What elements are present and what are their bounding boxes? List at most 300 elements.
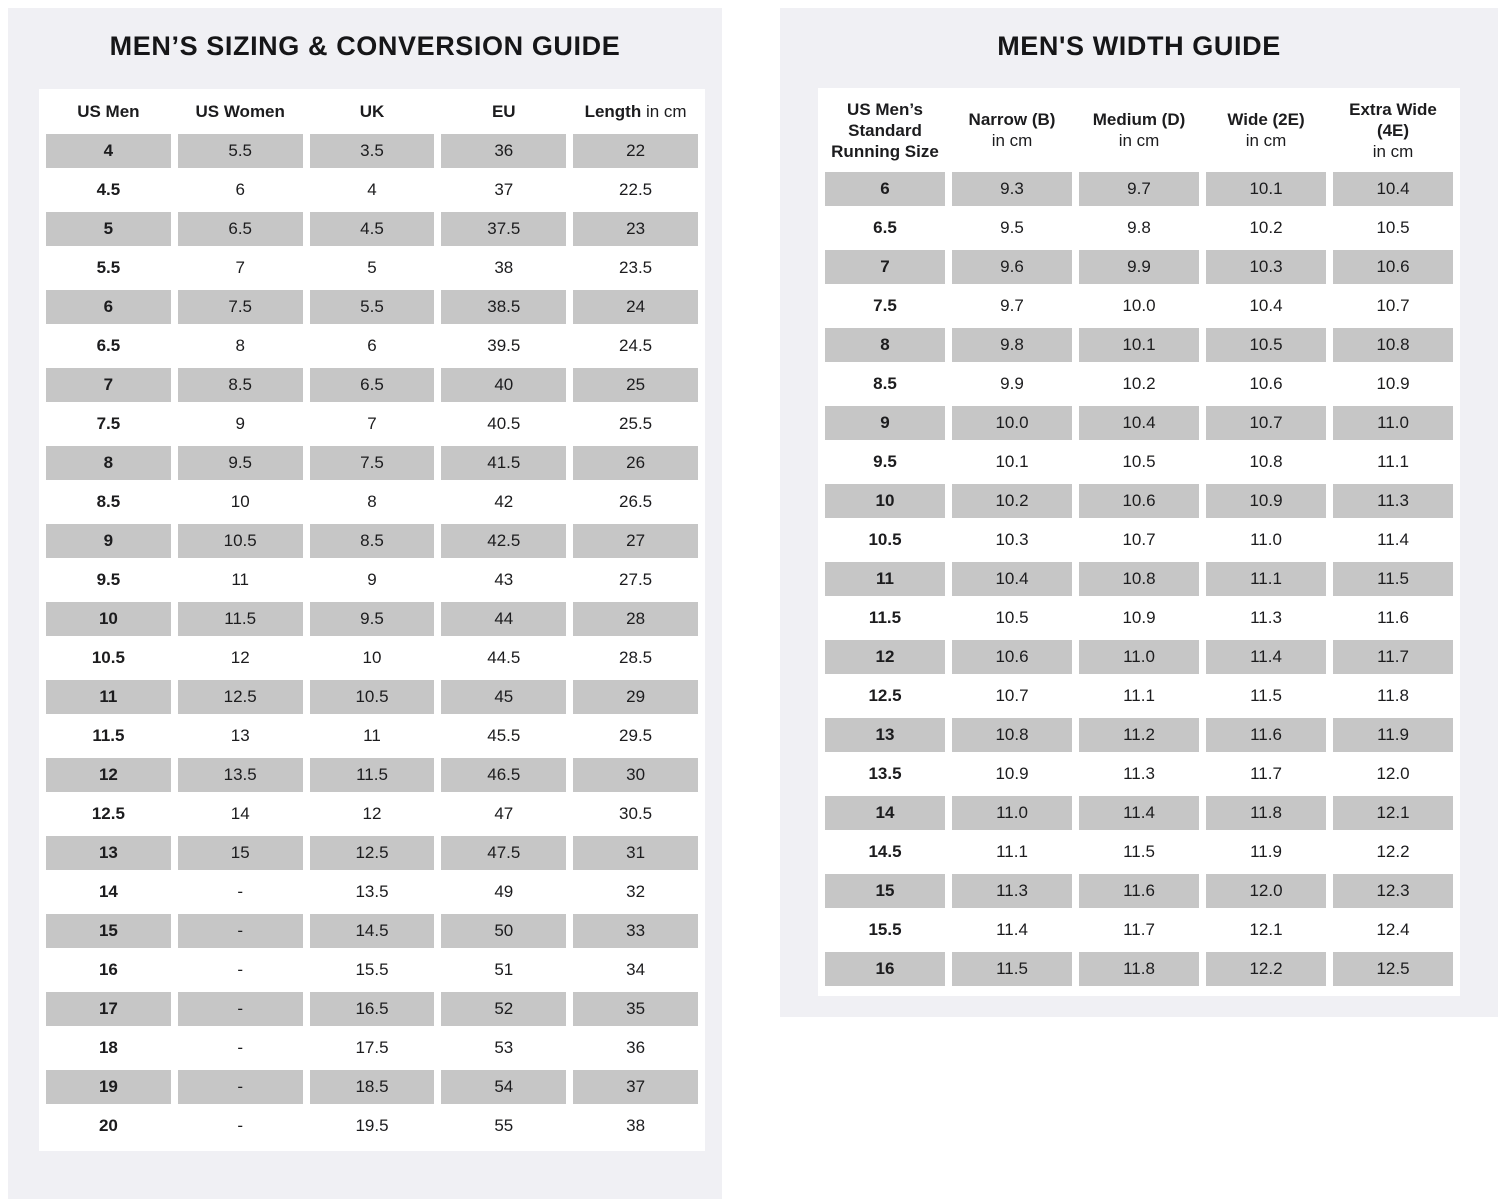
table-cell: 28.5 [619,648,653,667]
table-cell: 9.8 [952,328,1072,362]
table-row [39,758,705,792]
table-cell: 12.2 [1206,952,1326,986]
table-cell: 10.8 [1079,562,1199,596]
table-cell: 10.5 [868,530,902,549]
table-cell: 12.5 [91,804,125,823]
table-cell: 10.4 [952,562,1072,596]
table-cell: 11 [825,562,945,596]
column-header-label: US Men’s Standard Running Size [831,99,939,161]
table-cell: 47 [494,804,514,823]
table-cell: 12 [825,640,945,674]
column-header-label: Narrow (B) [968,110,1056,129]
table-cell: 10.8 [1249,452,1283,471]
table-row [39,797,705,831]
table-cell: 40 [441,368,566,402]
table-cell: 9.5 [310,602,435,636]
column-header-label: Medium (D) [1092,110,1186,129]
table-cell: 12.5 [310,836,435,870]
table-cell: 20 [98,1116,118,1135]
table-cell: 8.5 [178,368,303,402]
column-header-unit: in cm [1245,131,1287,150]
table-row [39,836,705,870]
table-cell: 7.5 [178,290,303,324]
table-cell: 8.5 [310,524,435,558]
table-cell: 10.7 [1122,530,1156,549]
table-cell: 28 [573,602,698,636]
table-cell: 10.8 [1333,328,1453,362]
table-cell: 7 [46,368,171,402]
table-cell: 40.5 [487,414,521,433]
table-cell: 10.5 [310,680,435,714]
table-cell: 17 [46,992,171,1026]
table-cell: 10.1 [1206,172,1326,206]
table-row [39,485,705,519]
table-cell: 10.5 [91,648,125,667]
table-cell: 10.2 [952,484,1072,518]
table-cell: 11.0 [1079,640,1199,674]
table-cell: 6.5 [96,336,121,355]
table-cell: 8 [46,446,171,480]
table-cell: 47.5 [441,836,566,870]
table-cell: 10.9 [1206,484,1326,518]
column-header-label: US Men [77,102,140,121]
table-cell: 12 [46,758,171,792]
table-cell: 30.5 [619,804,653,823]
table-cell: 15.5 [355,960,389,979]
table-cell: 27.5 [619,570,653,589]
table-cell: 44 [441,602,566,636]
table-cell: 11 [231,570,250,589]
table-cell: 10 [230,492,250,511]
table-row [818,367,1460,401]
table-cell: - [178,1070,303,1104]
table-cell: 25 [573,368,698,402]
table-cell: 13 [230,726,250,745]
table-cell: 10.1 [995,452,1029,471]
table-cell: 18 [98,1038,118,1057]
table-cell: 12 [362,804,382,823]
table-cell: 5.5 [96,258,121,277]
table-cell: 10.5 [178,524,303,558]
column-header-label: US Women [195,102,285,121]
table-cell: 26.5 [619,492,653,511]
table-cell: 10.7 [1206,406,1326,440]
table-cell: 15 [178,836,303,870]
table-cell: 10.5 [1122,452,1156,471]
table-row [818,328,1460,362]
table-cell: 11.7 [1123,920,1155,939]
table-cell: 9.5 [96,570,121,589]
table-row [818,484,1460,518]
table-row [818,289,1460,323]
column-header-unit: in cm [1372,141,1414,161]
column-header [1079,109,1199,151]
table-row [818,250,1460,284]
sizing-conversion-guide-title: MEN’S SIZING & CONVERSION GUIDE [109,31,621,61]
table-cell: 53 [494,1038,514,1057]
table-cell: 54 [441,1070,566,1104]
table-cell: 10.4 [1333,172,1453,206]
table-cell: 11.4 [1206,640,1326,674]
sizing-conversion-header-row [39,89,705,134]
table-cell: 23.5 [619,258,653,277]
table-cell: 4.5 [96,180,121,199]
table-cell: 31 [573,836,698,870]
table-cell: 11.6 [1377,608,1409,627]
table-row [39,953,705,987]
width-guide-table-body [818,172,1460,986]
table-row [818,172,1460,206]
table-cell: 11.1 [1123,686,1155,705]
table-row [39,212,705,246]
table-cell: 12.5 [178,680,303,714]
table-cell: 9.5 [178,446,303,480]
table-cell: 6 [367,336,377,355]
table-cell: 10.1 [1079,328,1199,362]
table-cell: 37.5 [441,212,566,246]
table-row [39,446,705,480]
table-cell: 9.3 [952,172,1072,206]
table-row [818,796,1460,830]
table-row [39,134,705,168]
table-cell: 37 [494,180,514,199]
column-header [825,99,945,162]
table-cell: 37 [573,1070,698,1104]
table-cell: 50 [441,914,566,948]
table-cell: 10 [362,648,382,667]
table-row [818,835,1460,869]
table-row [818,445,1460,479]
table-row [39,992,705,1026]
table-row [39,680,705,714]
table-cell: 39.5 [487,336,521,355]
table-cell: 38 [626,1116,646,1135]
table-cell: 10.6 [1079,484,1199,518]
table-row [818,757,1460,791]
table-row [39,329,705,363]
table-cell: 9.5 [873,452,897,471]
table-cell: 9 [46,524,171,558]
table-cell: 11.8 [1377,686,1409,705]
table-row [39,914,705,948]
table-row [39,719,705,753]
table-cell: 13.5 [868,764,902,783]
table-cell: 8 [235,336,245,355]
table-cell: 4 [367,180,377,199]
table-cell: 38 [494,258,514,277]
table-row [39,602,705,636]
sizing-conversion-table-body [39,134,705,1143]
column-header-unit: in cm [645,102,687,121]
table-row [39,524,705,558]
table-cell: 8.5 [873,374,897,393]
table-cell: 5.5 [178,134,303,168]
table-cell: 9 [235,414,245,433]
table-cell: 12.2 [1376,842,1410,861]
table-cell: 12.5 [1333,952,1453,986]
table-cell: 6 [46,290,171,324]
column-header-label: UK [359,102,385,121]
table-cell: - [178,914,303,948]
table-cell: 13 [46,836,171,870]
table-row [39,641,705,675]
table-cell: 10.3 [1206,250,1326,284]
table-cell: 3.5 [310,134,435,168]
table-cell: 4.5 [310,212,435,246]
table-cell: 5 [367,258,377,277]
table-cell: 12.4 [1376,920,1410,939]
table-cell: 12.5 [868,686,902,705]
width-guide-table [818,88,1460,996]
table-cell: 11.3 [952,874,1072,908]
table-cell: 10.6 [1249,374,1283,393]
table-row [818,640,1460,674]
table-cell: 36 [626,1038,646,1057]
table-cell: 10.0 [952,406,1072,440]
width-guide-header-row [818,88,1460,172]
table-cell: 8.5 [96,492,121,511]
table-cell: 11.9 [1333,718,1453,752]
table-cell: 46.5 [441,758,566,792]
table-cell: 7 [367,414,377,433]
table-cell: 8 [367,492,377,511]
table-cell: 12.1 [1249,920,1283,939]
table-cell: 9 [825,406,945,440]
table-cell: 5.5 [310,290,435,324]
table-cell: 11.1 [996,842,1028,861]
table-cell: 10.8 [952,718,1072,752]
table-cell: 26 [573,446,698,480]
width-guide-title: MEN'S WIDTH GUIDE [997,31,1281,61]
table-cell: - [237,882,244,901]
table-cell: 10.2 [1249,218,1283,237]
table-cell: 10.5 [1206,328,1326,362]
table-cell: 10.5 [1376,218,1410,237]
table-cell: 11 [363,726,381,745]
table-cell: 25.5 [619,414,653,433]
table-cell: 13.5 [355,882,389,901]
table-cell: 12.3 [1333,874,1453,908]
table-cell: 5 [46,212,171,246]
table-cell: 11.5 [1333,562,1453,596]
table-cell: 11.0 [1250,530,1282,549]
table-cell: 44.5 [487,648,521,667]
column-header [573,101,698,122]
table-cell: 38.5 [441,290,566,324]
column-header [441,101,566,122]
column-header [46,101,171,122]
table-cell: 11.6 [1206,718,1326,752]
column-header [310,101,435,122]
column-header-label: Extra Wide (4E) [1349,99,1437,140]
table-cell: 11.5 [92,726,125,745]
table-cell: 36 [441,134,566,168]
table-cell: 11.3 [1250,608,1282,627]
table-cell: 11.4 [996,920,1028,939]
column-header-label: Length [584,102,642,121]
table-row [39,875,705,909]
table-cell: - [237,1038,244,1057]
table-cell: - [237,960,244,979]
table-cell: 11.5 [178,602,303,636]
table-cell: 11 [46,680,171,714]
table-cell: 7.5 [96,414,121,433]
table-cell: 11.5 [310,758,435,792]
table-cell: 12.1 [1333,796,1453,830]
table-cell: 14 [825,796,945,830]
column-header [1333,99,1453,162]
table-cell: 10.9 [1122,608,1156,627]
table-cell: 12.0 [1376,764,1410,783]
table-cell: 18.5 [310,1070,435,1104]
table-cell: 10.0 [1122,296,1156,315]
table-cell: 10.9 [995,764,1029,783]
table-cell: 9.8 [1127,218,1151,237]
table-cell: - [178,992,303,1026]
table-cell: 14 [98,882,118,901]
table-cell: 52 [441,992,566,1026]
table-row [39,173,705,207]
table-cell: 8 [825,328,945,362]
width-guide-panel [780,8,1498,1017]
table-cell: 10.6 [1333,250,1453,284]
table-cell: 23 [573,212,698,246]
table-row [39,1031,705,1065]
table-cell: 7 [825,250,945,284]
table-cell: 49 [494,882,514,901]
table-cell: 11.1 [1377,452,1409,471]
table-cell: 7.5 [873,296,897,315]
table-cell: 45 [441,680,566,714]
table-cell: 10.6 [952,640,1072,674]
table-cell: 10.5 [995,608,1029,627]
table-cell: 33 [573,914,698,948]
sizing-conversion-guide-panel [8,8,722,1199]
table-cell: 11.2 [1079,718,1199,752]
table-cell: 11.4 [1079,796,1199,830]
table-cell: 11.1 [1206,562,1326,596]
table-cell: 14 [230,804,250,823]
table-row [39,407,705,441]
table-cell: 16 [825,952,945,986]
table-row [818,952,1460,986]
column-header [178,101,303,122]
table-cell: 11.9 [1250,842,1282,861]
column-header [952,109,1072,151]
table-cell: 9.9 [1000,374,1024,393]
sizing-conversion-table [39,89,705,1151]
table-cell: 42.5 [441,524,566,558]
table-cell: 11.8 [1206,796,1326,830]
table-cell: 17.5 [355,1038,389,1057]
table-cell: 11.5 [868,608,902,627]
table-cell: 11.3 [1123,764,1155,783]
table-cell: 9.9 [1079,250,1199,284]
table-cell: 12.0 [1206,874,1326,908]
table-cell: 6 [825,172,945,206]
table-cell: 14.5 [868,842,902,861]
table-cell: 14.5 [310,914,435,948]
table-row [39,290,705,324]
table-cell: 13.5 [178,758,303,792]
table-cell: 10.2 [1122,374,1156,393]
table-cell: 30 [573,758,698,792]
table-row [818,406,1460,440]
table-row [818,562,1460,596]
table-cell: 24.5 [619,336,653,355]
table-row [39,1109,705,1143]
table-cell: 4 [46,134,171,168]
table-cell: 35 [573,992,698,1026]
table-cell: 7 [235,258,245,277]
table-row [39,251,705,285]
table-cell: 9.7 [1000,296,1024,315]
table-cell: 9 [367,570,377,589]
table-cell: 15.5 [868,920,902,939]
table-row [39,563,705,597]
column-header-unit: in cm [1118,131,1160,150]
table-cell: 11.5 [1250,686,1282,705]
table-cell: 45.5 [487,726,521,745]
table-cell: 22.5 [619,180,653,199]
table-cell: 9.7 [1079,172,1199,206]
table-cell: 10 [46,602,171,636]
table-cell: 11.5 [952,952,1072,986]
table-cell: 55 [494,1116,514,1135]
table-cell: 43 [494,570,514,589]
table-cell: 24 [573,290,698,324]
table-cell: 32 [626,882,646,901]
column-header [1206,109,1326,151]
table-cell: 10.7 [1376,296,1410,315]
table-cell: 42 [494,492,514,511]
table-cell: 10.7 [995,686,1029,705]
table-cell: 11.8 [1079,952,1199,986]
table-cell: 11.7 [1333,640,1453,674]
table-cell: 29.5 [619,726,653,745]
column-header-unit: in cm [991,131,1033,150]
table-row [818,874,1460,908]
table-cell: 11.7 [1250,764,1282,783]
table-cell: 10.9 [1376,374,1410,393]
table-cell: 11.5 [1123,842,1155,861]
table-cell: 13 [825,718,945,752]
table-cell: 34 [626,960,646,979]
table-row [39,368,705,402]
table-cell: 11.0 [952,796,1072,830]
table-cell: 51 [494,960,514,979]
table-cell: 16.5 [310,992,435,1026]
table-cell: 10.4 [1079,406,1199,440]
table-cell: 9.6 [952,250,1072,284]
table-cell: 19.5 [355,1116,389,1135]
table-cell: 15 [46,914,171,948]
table-cell: 11.0 [1333,406,1453,440]
column-header-label: Wide (2E) [1227,110,1305,129]
table-row [818,601,1460,635]
table-cell: 19 [46,1070,171,1104]
table-cell: 9.5 [1000,218,1024,237]
table-row [818,718,1460,752]
table-row [818,211,1460,245]
table-row [39,1070,705,1104]
table-cell: 10.3 [995,530,1029,549]
table-row [818,913,1460,947]
table-cell: 10.4 [1249,296,1283,315]
table-cell: 15 [825,874,945,908]
table-cell: 22 [573,134,698,168]
table-cell: 6.5 [178,212,303,246]
